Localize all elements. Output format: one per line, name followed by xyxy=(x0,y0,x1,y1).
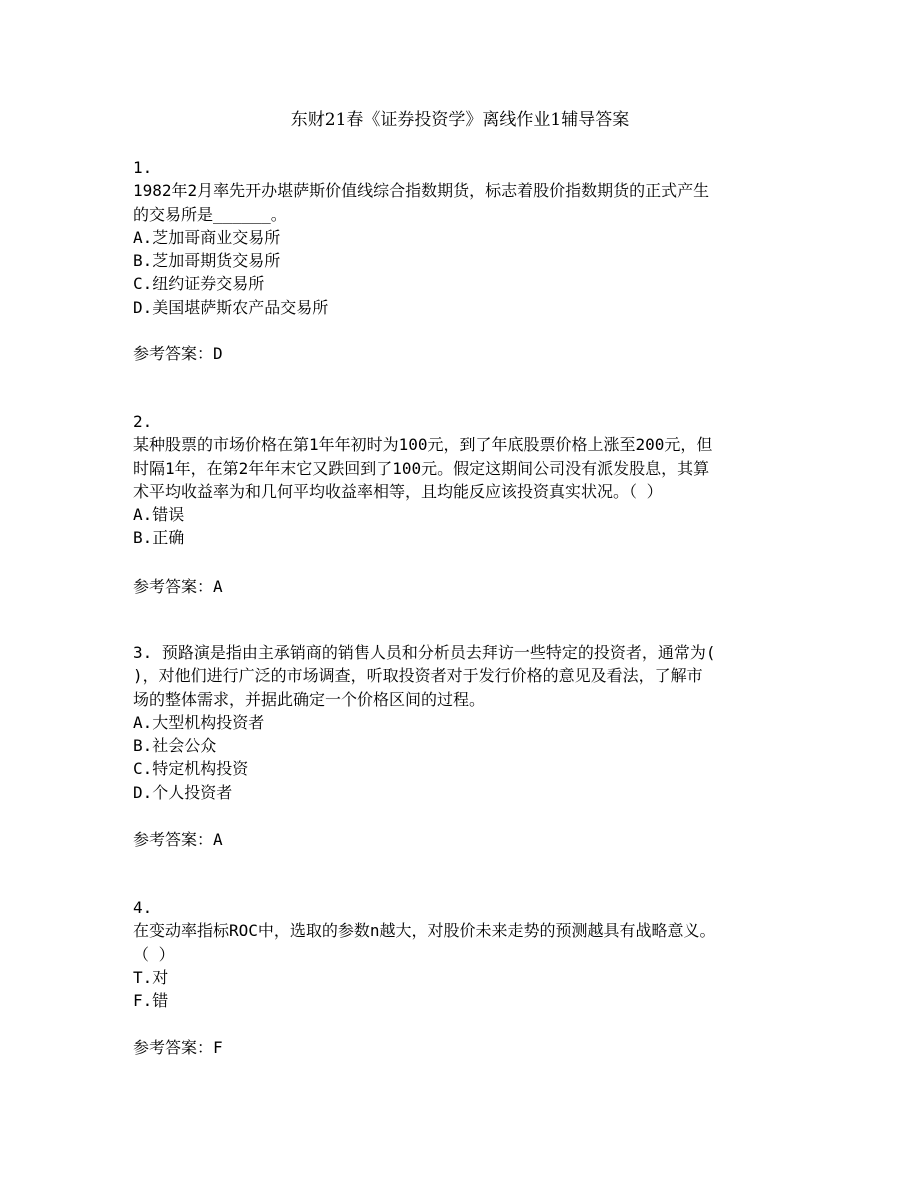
option-t: T.对 xyxy=(133,967,169,987)
option-c: C.特定机构投资 xyxy=(133,759,249,779)
question-3 xyxy=(133,641,793,804)
question-2 xyxy=(133,410,793,550)
question-text: 时隔1年，在第2年年末它又跌回到了100元。假定这期间公司没有派发股息，其算 xyxy=(133,458,710,478)
option-b: B.社会公众 xyxy=(133,736,217,756)
question-text: )，对他们进行广泛的市场调查，听取投资者对于发行价格的意见及看法，了解市 xyxy=(133,666,703,686)
option-b: B.正确 xyxy=(133,528,185,548)
option-b: B.芝加哥期货交易所 xyxy=(133,251,281,271)
question-text: 在变动率指标ROC中，选取的参数n越大，对股价未来走势的预测越具有战略意义。 xyxy=(133,921,716,941)
question-text: （ ） xyxy=(133,944,175,964)
question-text: 3. 预路演是指由主承销商的销售人员和分析员去拜访一些特定的投资者，通常为( xyxy=(133,643,716,662)
option-d: D.美国堪萨斯农产品交易所 xyxy=(133,297,329,317)
question-number: 2. xyxy=(133,412,153,431)
question-text: 场的整体需求，并据此确定一个价格区间的过程。 xyxy=(133,689,486,709)
answer-4: 参考答案：F xyxy=(133,1038,223,1057)
question-text: 某种股票的市场价格在第1年年初时为100元，到了年底股票价格上涨至200元，但 xyxy=(133,435,713,455)
option-d: D.个人投资者 xyxy=(133,782,233,802)
option-a: A.错误 xyxy=(133,505,185,525)
question-text: 术平均收益率为和几何平均收益率相等，且均能反应该投资真实状况。（ ） xyxy=(133,481,663,501)
document-title: 东财21春《证券投资学》离线作业1辅导答案 xyxy=(290,110,630,130)
option-c: C.纽约证券交易所 xyxy=(133,274,265,294)
question-text: 的交易所是______。 xyxy=(133,204,287,224)
question-1 xyxy=(133,156,793,319)
answer-1: 参考答案：D xyxy=(133,344,223,363)
question-number: 4. xyxy=(133,898,153,917)
question-4 xyxy=(133,896,793,1012)
option-a: A.大型机构投资者 xyxy=(133,712,265,732)
option-f: F.错 xyxy=(133,991,169,1011)
question-text: 1982年2月率先开办堪萨斯价值线综合指数期货，标志着股价指数期货的正式产生 xyxy=(133,181,710,201)
answer-2: 参考答案：A xyxy=(133,577,223,596)
option-a: A.芝加哥商业交易所 xyxy=(133,227,281,247)
answer-3: 参考答案：A xyxy=(133,830,223,849)
question-number: 1. xyxy=(133,158,153,177)
